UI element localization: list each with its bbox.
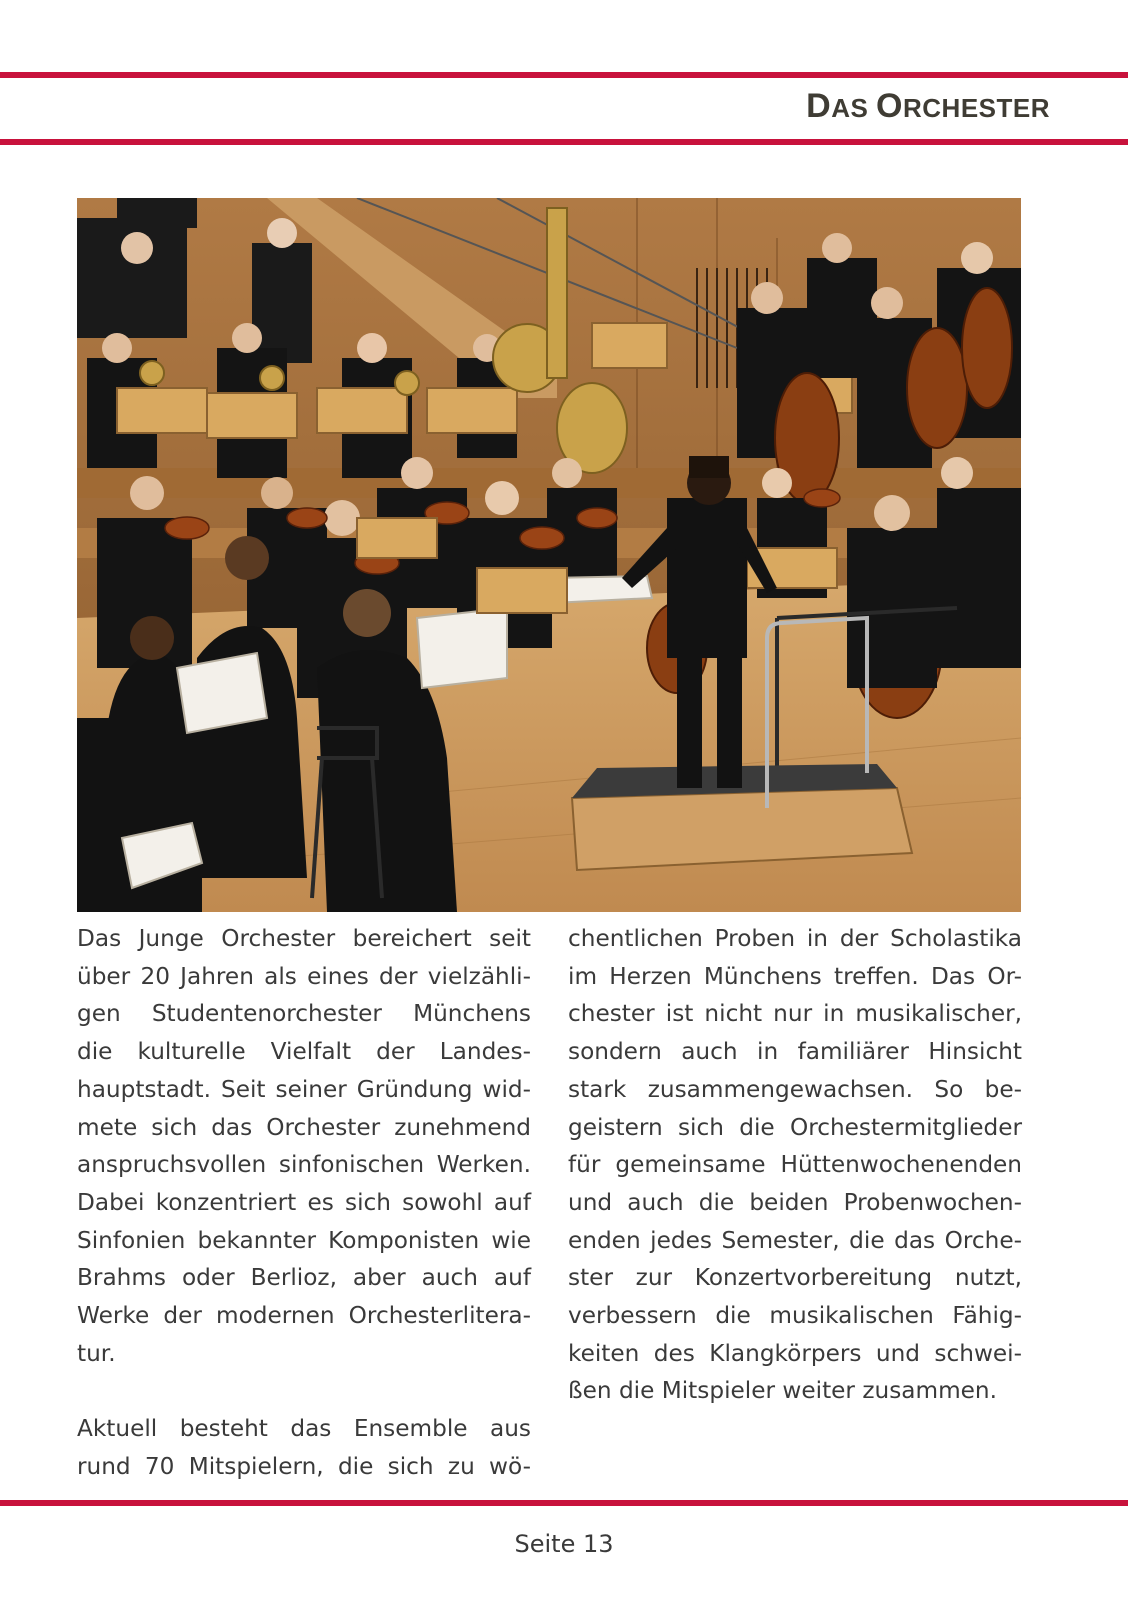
text-line: im Herzen Münchens treffen. Das Or- xyxy=(568,962,1022,990)
text-line: anspruchsvollen sinfonischen Werken. xyxy=(77,1151,531,1179)
text-line: stark zusammengewachsen. So be- xyxy=(568,1075,1022,1103)
text-line: ßen die Mitspieler weiter zusammen. xyxy=(568,1377,997,1405)
text-line: chester ist nicht nur in musikalischer, xyxy=(568,1000,1022,1028)
text-line: mete sich das Orchester zunehmend xyxy=(77,1113,531,1141)
text-line: Aktuell besteht das Ensemble aus xyxy=(77,1415,531,1443)
text-line: enden jedes Semester, die das Orche- xyxy=(568,1226,1022,1254)
text-line: ster zur Konzertvorbereitung nutzt, xyxy=(568,1264,1022,1292)
text-line: und auch die beiden Probenwochen- xyxy=(568,1188,1022,1216)
text-line: Werke der modernen Orchesterlitera- xyxy=(77,1302,531,1330)
text-line: über 20 Jahren als eines der vielzähli- xyxy=(77,962,531,990)
text-line: tur. xyxy=(77,1339,116,1367)
text-line: verbessern die musikalischen Fähig- xyxy=(568,1302,1022,1330)
text-line: Das Junge Orchester bereichert seit xyxy=(77,925,531,952)
text-line: für gemeinsame Hüttenwochenenden xyxy=(568,1151,1022,1179)
header-rule-top xyxy=(0,72,1128,78)
text-column-right xyxy=(568,920,1022,1410)
text-line: keiten des Klangkörpers und schwei- xyxy=(568,1339,1022,1367)
paragraph-2 xyxy=(77,1410,531,1485)
orchestra-photo xyxy=(77,198,1021,912)
header-rule-bottom xyxy=(0,139,1128,145)
text-line: rund 70 Mitspielern, die sich zu wö- xyxy=(77,1452,531,1480)
footer-rule xyxy=(0,1500,1128,1506)
page-number: Seite 13 xyxy=(514,1530,614,1558)
text-line: Sinfonien bekannter Komponisten wie xyxy=(77,1226,531,1254)
text-line: Dabei konzentriert es sich sowohl auf xyxy=(77,1188,531,1216)
paragraph-2-continued xyxy=(568,920,1022,1410)
text-line: gen Studentenorchester Münchens xyxy=(77,1000,531,1028)
text-line: Brahms oder Berlioz, aber auch auf xyxy=(77,1264,531,1292)
text-line: sondern auch in familiärer Hinsicht xyxy=(568,1038,1022,1066)
section-title: DAS ORCHESTER xyxy=(806,87,1050,125)
text-column-left xyxy=(77,920,531,1486)
text-line: geistern sich die Orchestermitglieder xyxy=(568,1113,1022,1141)
text-line: chentlichen Proben in der Scholastika xyxy=(568,925,1022,952)
paragraph-1 xyxy=(77,920,531,1372)
text-line: hauptstadt. Seit seiner Gründung wid- xyxy=(77,1075,531,1103)
text-line: die kulturelle Vielfalt der Landes- xyxy=(77,1038,531,1066)
